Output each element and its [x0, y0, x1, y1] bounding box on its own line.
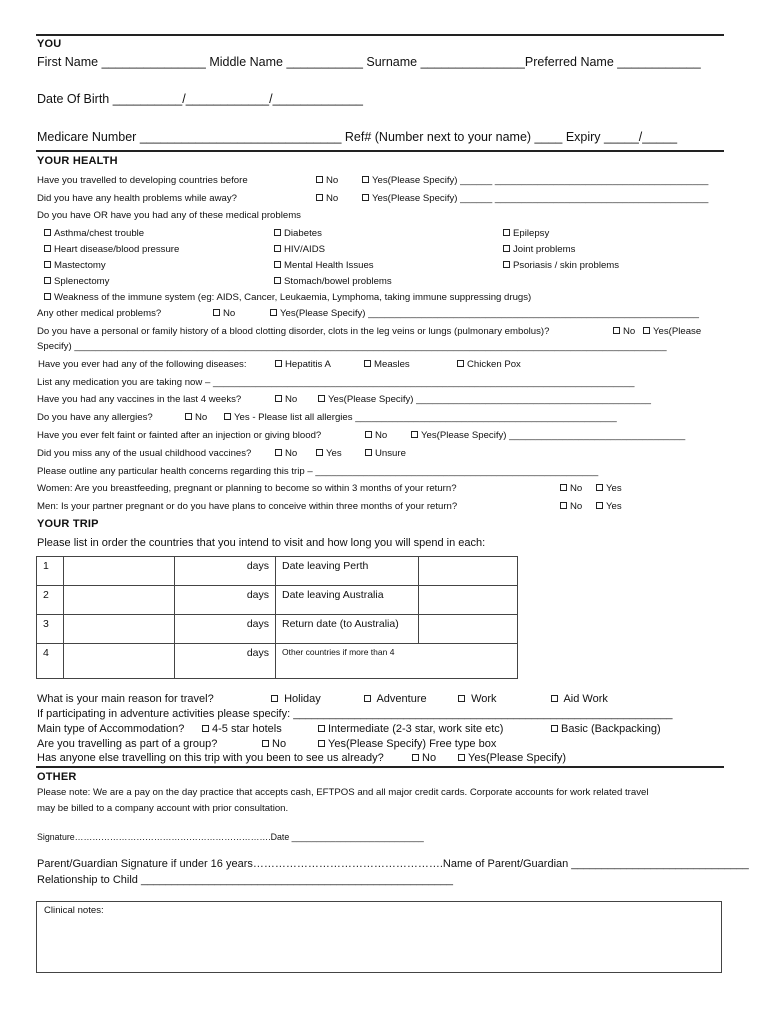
health-rule — [36, 150, 724, 152]
checkbox-icon[interactable] — [412, 754, 419, 761]
row-number: 3 — [37, 615, 64, 644]
checkbox-icon[interactable] — [274, 245, 281, 252]
checkbox-icon[interactable] — [596, 502, 603, 509]
checkbox-icon[interactable] — [457, 360, 464, 367]
other-countries-cell[interactable]: Other countries if more than 4 — [276, 644, 518, 679]
accommodation-intermediate[interactable]: Intermediate (2-3 star, work site etc) — [318, 723, 503, 735]
question-women: Women: Are you breastfeeding, pregnant or planning to become so within 3 months of your return? — [37, 483, 457, 494]
checkbox-icon[interactable] — [262, 740, 269, 747]
question-other-medical: Any other medical problems? — [37, 308, 162, 319]
condition-diabetes[interactable]: Diabetes — [274, 228, 322, 239]
concerns-field[interactable]: Please outline any particular health concerns regarding this trip – _____________________________________________________ — [37, 466, 599, 477]
checkbox-icon[interactable] — [316, 449, 323, 456]
question-accommodation: Main type of Accommodation? — [37, 723, 185, 735]
checkbox-icon[interactable] — [274, 229, 281, 236]
option-yes-specify[interactable]: Yes(Please Specify) ______________________________________________________________ — [270, 308, 699, 319]
option-yes-specify[interactable]: Yes(Please Specify) — [458, 752, 566, 764]
question-childhood-vaccines: Did you miss any of the usual childhood vaccines? — [37, 448, 252, 459]
option-no[interactable]: No — [560, 483, 582, 494]
checkbox-icon[interactable] — [362, 194, 369, 201]
condition-epilepsy[interactable]: Epilepsy — [503, 228, 549, 239]
option-no[interactable]: No — [213, 308, 235, 319]
checkbox-icon[interactable] — [560, 484, 567, 491]
checkbox-icon[interactable] — [503, 245, 510, 252]
option-yes-specify[interactable]: Yes(Please Specify) _________________________________ — [411, 430, 685, 441]
disease-measles[interactable]: Measles — [364, 359, 410, 370]
checkbox-icon[interactable] — [365, 449, 372, 456]
checkbox-icon[interactable] — [316, 194, 323, 201]
checkbox-icon[interactable] — [270, 309, 277, 316]
question-group: Are you travelling as part of a group? — [37, 738, 218, 750]
option-no[interactable]: No — [412, 752, 436, 764]
option-yes-specify[interactable]: Yes(Please Specify) ____________________________________________ — [318, 394, 651, 405]
option-no[interactable]: No — [275, 448, 297, 459]
question-travelled: Have you travelled to developing countries before — [37, 175, 248, 186]
reason-work[interactable]: Work — [458, 693, 497, 705]
condition-joint[interactable]: Joint problems — [503, 244, 575, 255]
relationship-field[interactable]: Relationship to Child ___________________________________________________ — [37, 874, 453, 886]
checkbox-icon[interactable] — [318, 725, 325, 732]
country-cell[interactable] — [64, 586, 175, 615]
option-no[interactable]: No — [316, 193, 338, 204]
section-you-heading: YOU — [37, 38, 62, 50]
other-rule — [36, 766, 724, 768]
condition-mental-health[interactable]: Mental Health Issues — [274, 260, 374, 271]
date-label-cell: Date leaving Australia — [276, 586, 419, 615]
clotting-specify-line[interactable]: Specify) _______________________________________________________________________________________________________________ — [37, 341, 667, 352]
checkbox-icon[interactable] — [364, 360, 371, 367]
disease-hepatitis-a[interactable]: Hepatitis A — [275, 359, 331, 370]
checkbox-icon[interactable] — [613, 327, 620, 334]
checkbox-icon[interactable] — [596, 484, 603, 491]
guardian-field[interactable]: Parent/Guardian Signature if under 16 years…………………………………………….Name of Parent/Guardian _____________________________ — [37, 858, 749, 870]
question-diseases: Have you ever had any of the following diseases: — [38, 359, 247, 370]
name-fields[interactable]: First Name _______________ Middle Name ___________ Surname _______________Preferred Name ____________ — [37, 55, 701, 69]
checkbox-icon[interactable] — [271, 695, 278, 702]
date-label-cell: Date leaving Perth — [276, 557, 419, 586]
trip-instruction: Please list in order the countries that you intend to visit and how long you will spend in each: — [37, 537, 486, 549]
checkbox-icon[interactable] — [274, 261, 281, 268]
date-label-cell: Return date (to Australia) — [276, 615, 419, 644]
option-yes-specify[interactable]: Yes(Please — [643, 326, 701, 337]
condition-hiv[interactable]: HIV/AIDS — [274, 244, 325, 255]
checkbox-icon[interactable] — [560, 502, 567, 509]
checkbox-icon[interactable] — [44, 293, 51, 300]
option-no[interactable]: No — [613, 326, 635, 337]
question-clotting: Do you have a personal or family history of a blood clotting disorder, clots in the leg veins or lungs (pulmonary embolus)? — [37, 326, 550, 337]
medication-field[interactable]: List any medication you are taking now – _______________________________________________________________________________ — [37, 377, 635, 388]
option-no[interactable]: No — [275, 394, 297, 405]
clinical-notes-label: Clinical notes: — [44, 905, 104, 916]
country-cell[interactable] — [64, 557, 175, 586]
checkbox-icon[interactable] — [275, 395, 282, 402]
question-seen: Has anyone else travelling on this trip with you been to see us already? — [37, 752, 384, 764]
condition-stomach[interactable]: Stomach/bowel problems — [274, 276, 392, 287]
checkbox-icon[interactable] — [44, 229, 51, 236]
date-value-cell[interactable] — [419, 586, 518, 615]
question-faint: Have you ever felt faint or fainted after an injection or giving blood? — [37, 430, 322, 441]
condition-splenectomy[interactable]: Splenectomy — [44, 276, 109, 287]
reason-holiday[interactable]: Holiday — [271, 693, 321, 705]
clinical-notes-box[interactable] — [36, 901, 722, 973]
condition-psoriasis[interactable]: Psoriasis / skin problems — [503, 260, 619, 271]
checkbox-icon[interactable] — [503, 261, 510, 268]
payment-note-line2: may be billed to a company account with prior consultation. — [37, 803, 289, 814]
date-value-cell[interactable] — [419, 557, 518, 586]
checkbox-icon[interactable] — [275, 449, 282, 456]
medicare-field[interactable]: Medicare Number _____________________________ Ref# (Number next to your name) ____ Expiry _____/_____ — [37, 130, 678, 144]
accommodation-basic[interactable]: Basic (Backpacking) — [551, 723, 661, 735]
condition-mastectomy[interactable]: Mastectomy — [44, 260, 106, 271]
checkbox-icon[interactable] — [458, 695, 465, 702]
condition-asthma[interactable]: Asthma/chest trouble — [44, 228, 144, 239]
row-number: 4 — [37, 644, 64, 679]
condition-immune[interactable]: Weakness of the immune system (eg: AIDS, Cancer, Leukaemia, Lymphoma, taking immune suppressing drugs) — [44, 292, 531, 303]
section-other-heading: OTHER — [37, 771, 77, 783]
row-number: 1 — [37, 557, 64, 586]
reason-aid-work[interactable]: Aid Work — [551, 693, 608, 705]
question-men: Men: Is your partner pregnant or do you have plans to conceive within three months of your return? — [37, 501, 458, 512]
checkbox-icon[interactable] — [224, 413, 231, 420]
dob-field[interactable]: Date Of Birth __________/____________/_____________ — [37, 92, 363, 106]
date-value-cell[interactable] — [419, 615, 518, 644]
checkbox-icon[interactable] — [44, 277, 51, 284]
checkbox-icon[interactable] — [318, 740, 325, 747]
option-no[interactable]: No — [365, 430, 387, 441]
checkbox-icon[interactable] — [202, 725, 209, 732]
option-no[interactable]: No — [316, 175, 338, 186]
signature-field[interactable]: Signature………………………………………………………….Date ___________________________ — [37, 832, 424, 842]
option-yes[interactable]: Yes — [596, 483, 622, 494]
checkbox-icon[interactable] — [364, 695, 371, 702]
table-row — [37, 644, 518, 679]
checkbox-icon[interactable] — [275, 360, 282, 367]
checkbox-icon[interactable] — [318, 395, 325, 402]
adventure-field[interactable]: If participating in adventure activities please specify: ______________________________________________________________ — [37, 708, 673, 720]
checkbox-icon[interactable] — [365, 431, 372, 438]
section-health-heading: YOUR HEALTH — [37, 155, 118, 167]
country-cell[interactable] — [64, 615, 175, 644]
country-cell[interactable] — [64, 644, 175, 679]
question-reason: What is your main reason for travel? — [37, 693, 214, 705]
payment-note-line1: Please note: We are a pay on the day practice that accepts cash, EFTPOS and all major credit cards. Corporate accounts for work related travel — [37, 787, 649, 798]
option-yes[interactable]: Yes — [596, 501, 622, 512]
option-no[interactable]: No — [262, 738, 286, 750]
table-row — [37, 615, 518, 644]
checkbox-icon[interactable] — [551, 725, 558, 732]
row-number: 2 — [37, 586, 64, 615]
table-row — [37, 557, 518, 586]
checkbox-icon[interactable] — [274, 277, 281, 284]
option-allergies-yes[interactable]: Yes - Please list all allergies _________________________________________________ — [224, 412, 617, 423]
checkbox-icon[interactable] — [411, 431, 418, 438]
checkbox-icon[interactable] — [185, 413, 192, 420]
option-group-yes[interactable]: Yes(Please Specify) Free type box — [318, 738, 496, 750]
checkbox-icon[interactable] — [643, 327, 650, 334]
checkbox-icon[interactable] — [551, 695, 558, 702]
reason-adventure[interactable]: Adventure — [364, 693, 427, 705]
days-cell[interactable]: days — [175, 586, 276, 615]
question-conditions: Do you have OR have you had any of these medical problems — [37, 210, 301, 221]
checkbox-icon[interactable] — [458, 754, 465, 761]
trip-table — [36, 556, 518, 679]
checkbox-icon[interactable] — [213, 309, 220, 316]
days-cell[interactable]: days — [175, 557, 276, 586]
disease-chicken-pox[interactable]: Chicken Pox — [457, 359, 521, 370]
table-row — [37, 586, 518, 615]
days-cell[interactable]: days — [175, 615, 276, 644]
option-no[interactable]: No — [185, 412, 207, 423]
option-unsure[interactable]: Unsure — [365, 448, 406, 459]
question-vaccines: Have you had any vaccines in the last 4 weeks? — [37, 394, 242, 405]
condition-heart[interactable]: Heart disease/blood pressure — [44, 244, 179, 255]
question-health-problems: Did you have any health problems while away? — [37, 193, 237, 204]
checkbox-icon[interactable] — [44, 261, 51, 268]
checkbox-icon[interactable] — [503, 229, 510, 236]
top-rule — [36, 34, 724, 36]
checkbox-icon[interactable] — [316, 176, 323, 183]
option-yes[interactable]: Yes — [316, 448, 342, 459]
section-trip-heading: YOUR TRIP — [37, 518, 99, 530]
question-allergies: Do you have any allergies? — [37, 412, 153, 423]
checkbox-icon[interactable] — [362, 176, 369, 183]
option-yes-specify[interactable]: Yes(Please Specify) ______ ________________________________________ — [362, 175, 708, 186]
days-cell[interactable]: days — [175, 644, 276, 679]
checkbox-icon[interactable] — [44, 245, 51, 252]
accommodation-hotels[interactable]: 4-5 star hotels — [202, 723, 282, 735]
option-no[interactable]: No — [560, 501, 582, 512]
option-yes-specify[interactable]: Yes(Please Specify) ______ ________________________________________ — [362, 193, 708, 204]
